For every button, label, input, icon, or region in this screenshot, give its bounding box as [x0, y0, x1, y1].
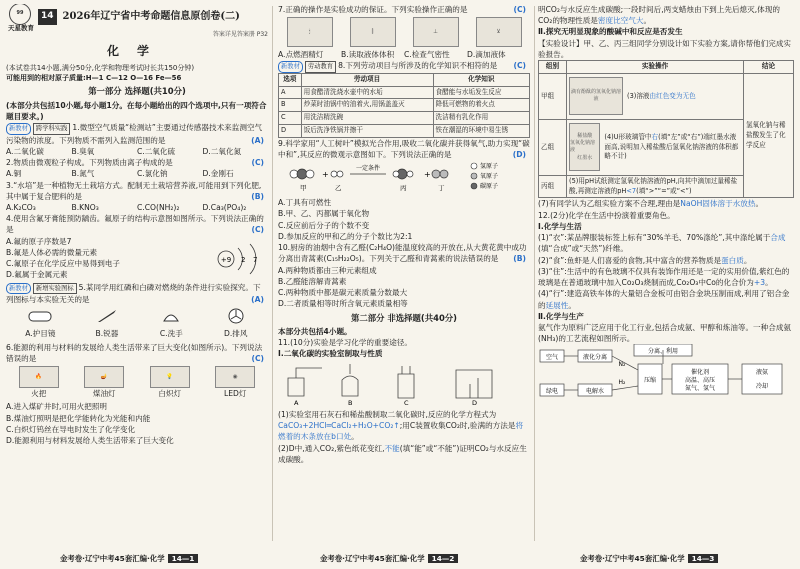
svg-text:C: C — [404, 398, 409, 406]
hand-wash-icon — [158, 307, 184, 325]
publisher-logo-icon: 99 — [9, 4, 31, 25]
column-3: 明CO₂与水反应生成碳酸;一段时间后,两支蜡烛由下到上先后熄灭,体现的CO₂的物理性质是密度比空气大。 Ⅱ.探究无明显现象的酸碱中和反应是否发生 【实验设计】甲、乙、丙三组同学分别设计如下实验方案,请你帮他们完成实验报告。 组别 实验操作 结论 甲组 滴有酚酞的氢氧化钠溶液 (3)溶液由红色变为无色 氢氧化钠与稀盐酸发生了化学反应 乙组 稀盐酸 氢氧化钠溶液 红墨水 (4)U形玻璃管中右(填“左”或“右”)端红墨水液面高,说明加入稀盐酸后氢氧化钠溶液的体积都略不计) 丙组 (5)用pH试纸测定氢氧化钠溶液的pH,向其中滴加过量稀盐酸,再测定溶液的pH<7(填“>”“=”或“<”) (7)有同学认为乙组实验方案不合理,理由是NaOH固体溶于水放热。 12.(2分)化学在生活中扮演着重要角色。 Ⅰ.化学与生活 (1)“衣”:某品牌服装标签上标有“30%羊毛、70%涤纶”,其中涤纶属于合成(填“合成”或“天然”)纤维。 (2)“食”:鱼虾是人们喜爱的食物,其中富含的营养物质是蛋白质。 (3)“住”:生活中的有色玻璃不仅具有装饰作用还是一定的实用价值,紫红色的玻璃是在普通玻璃中加入Co₂O₃烧制而成,Co₂O₃中Co的化合价为+3。 (4)“行”:建造高铁车体的大量铝合金板可由铝合金块压制而成,利用了铝合金的延展性。 Ⅱ.化学与生产 氨气作为原料广泛应用于化工行业,包括合成氨、甲醇和炼油等。一种合成氨(NH₃)的工艺流程如图所示。 空气 液化分离 分离、利用 N₂ H₂ 压缩 催化剂 高温、高压 氮气、氢气 液氨 冷却 绿电 电解水 — [538, 4, 794, 545]
question-10: 10.厨房的油烟中含有乙醛(C₂H₄O)能温度较高的开放在,从大黄花黄中成功分离出青蒿素(C₁₅H₂₂O₅)。下列关于乙醛和青蒿素的说法错误的是 (B) A.两种物质都由三种元素组成 B.乙醛能溶解青蒿素 C.两种物质中都是碳元素质量分数最大 D.二者质量相等时所含氧元素质量相等 — [278, 242, 530, 309]
category-tag: 跨学科实践 — [33, 123, 70, 134]
question-2: 2.物质由微观粒子构成。下列物质由离子构成的是 (C) A.铜 B.氮气 C.氯化钠 D.金刚石 — [6, 157, 268, 179]
lighting-images: 🔥 火把 🪔 煤油灯 💡 白炽灯 ◉ LED灯 — [6, 366, 268, 399]
question-8: 新教材 劳动教育 8.下列劳动项目与所涉及的化学知识不相符的是 (C) 选项 劳动项目 化学知识 A 用食醋清洗烧水壶中的水垢 食醋能与水垢发生反应 B 炒菜时油锅中的油着火,用锅盖盖灭 降低可燃物的着火点 C 用洗洁精洗碗 洗洁精有乳化作用 D 饭后洗净铁锅并擦干 铁在潮湿的环境中易生锈 — [278, 60, 530, 137]
svg-text:A: A — [294, 398, 299, 406]
safety-icons: A.护目镜 B.锐器 C.洗手 D.排风 — [6, 307, 268, 339]
ventilation-icon — [223, 307, 249, 325]
svg-text:N₂: N₂ — [618, 361, 626, 369]
answer-q1: (A) — [251, 135, 264, 145]
column-divider — [534, 6, 535, 541]
phenolphthalein-tube-image: 滴有酚酞的氢氧化钠溶液 — [569, 77, 623, 115]
svg-text:高温、高压: 高温、高压 — [684, 377, 716, 385]
u-tube-apparatus-image: 稀盐酸 氢氧化钠溶液 红墨水 — [569, 123, 600, 171]
sharp-object-icon — [94, 307, 120, 325]
exam-header — [6, 4, 268, 30]
table-row: B 炒菜时油锅中的油着火,用锅盖盖灭 降低可燃物的着火点 — [279, 99, 530, 112]
column-divider — [272, 6, 273, 541]
co2-apparatus-diagram — [278, 360, 528, 406]
footer-page-2: 金考卷·辽宁中考45套汇编·化学 14—2 — [320, 551, 461, 565]
svg-text:绿电: 绿电 — [545, 388, 559, 396]
subject-title: 化学 — [106, 43, 167, 58]
neutralization-table: 组别 实验操作 结论 甲组 滴有酚酞的氢氧化钠溶液 (3)溶液由红色变为无色 氢氧化钠与稀盐酸发生了化学反应 乙组 稀盐酸 氢氧化钠溶液 红墨水 (4)U形玻璃管中右(填“左”或“右”)端红墨水液面高,说明加入稀盐酸后氢氧化钠溶液的体积都略不计) 丙组 (5)用pH试纸测定氢氧化钠溶液的pH,向其中滴加过量稀盐酸,再测定溶液的pH<7(填“>”“=”或“<”) — [538, 60, 794, 198]
svg-text:+: + — [322, 170, 329, 179]
answer-reference: 答案详见答案册 P32 — [212, 31, 268, 38]
svg-text:氧原子: 氧原子 — [480, 173, 499, 180]
svg-text:冷却: 冷却 — [755, 383, 769, 391]
svg-text:丁: 丁 — [438, 184, 445, 192]
question-6: 6.能源的利用与材料的发展给人类生活带来了巨大变化(如图所示)。下列说法错误的是 (C) 🔥 火把 🪔 煤油灯 💡 白炽灯 ◉ LED灯 A.进入煤矿井时,可用火把照明 B.煤油灯照明是把化学能转化为光能和内能 C.白炽灯钨丝在导电时发生了化学变化 D.能源利用与材料发展给人类生活带来了巨大变化 — [6, 342, 268, 447]
atomic-mass-line: 可能用到的相对原子质量:H—1 C—12 O—16 Fe—56 — [6, 73, 182, 82]
reaction-micro-diagram — [278, 160, 528, 194]
answer-q8: (C) — [513, 61, 526, 71]
svg-text:液氨: 液氨 — [755, 369, 769, 377]
part1-desc: (本部分共包括10小题,每小题1分。在每小题给出的四个选项中,只有一项符合题目要求。) — [6, 100, 267, 122]
question-7: 7.正确的操作是实验成功的保证。下列实验操作正确的是 (C) 🕯 ⫿ ⊥ ⊻ A.点燃酒精灯 B.读取液体体积 C.检查气密性 D.滴加液体 — [278, 4, 530, 60]
paper-number: 14 — [38, 9, 57, 24]
brand-name: 天星教育 — [8, 23, 34, 32]
labor-table: 选项 劳动项目 化学知识 A 用食醋清洗烧水壶中的水垢 食醋能与水垢发生反应 B 炒菜时油锅中的油着火,用锅盖盖灭 降低可燃物的着火点 C 用洗洁精洗碗 洗洁精有乳化作用 D 饭后洗净铁锅并擦干 铁在潮湿的环境中易生锈 — [278, 73, 530, 138]
table-row: 甲组 滴有酚酞的氢氧化钠溶液 (3)溶液由红色变为无色 氢氧化钠与稀盐酸发生了化学反应 — [539, 73, 794, 119]
svg-text:电解水: 电解水 — [585, 388, 605, 396]
answer-q7: (C) — [513, 5, 526, 14]
table-row: 乙组 稀盐酸 氢氧化钠溶液 红墨水 (4)U形玻璃管中右(填“左”或“右”)端红墨水液面高,说明加入稀盐酸后氢氧化钠溶液的体积都略不计) — [539, 119, 794, 175]
svg-text:碳原子: 碳原子 — [480, 183, 499, 190]
svg-text:+: + — [424, 170, 431, 179]
incandescent-lamp-image: 💡 — [150, 366, 190, 388]
answer-q10: (B) — [513, 254, 526, 264]
exam-intro: (本试卷共14小题,满分50分,化学和物理考试时长共150分钟) — [6, 63, 195, 72]
column-1 — [6, 4, 268, 545]
question-1: 新教材 跨学科实践 1.微型空气质量“检测站”主要通过传感器技术来监测空气污染物的浓度。下列物质不需列入监测范围的是 (A) A.二氧化碳 B.臭氧 C.二氧化硫 D.二氧化氮 — [6, 122, 268, 157]
answer-q6: (C) — [251, 353, 264, 363]
ammonia-flow-diagram — [538, 344, 792, 406]
airtightness-check-image: ⊥ — [413, 17, 459, 47]
answer-q4: (C) — [251, 225, 264, 235]
svg-text:丙: 丙 — [400, 184, 407, 192]
kerosene-lamp-image: 🪔 — [84, 366, 124, 388]
svg-text:氢原子: 氢原子 — [480, 163, 499, 170]
answer-q3: (B) — [251, 191, 264, 201]
svg-text:压缩: 压缩 — [643, 377, 657, 385]
table-row: D 饭后洗净铁锅并擦干 铁在潮湿的环境中易生锈 — [279, 124, 530, 137]
question-11: 11.(10分)实验是学习化学的重要途径。 Ⅰ.二氧化碳的实验室制取与性质 A B C D (1)实验室用石灰石和稀盐酸制取二氧化碳时,反应的化学方程式为CaCO₃+2HCl═CaCl₂+H₂O+CO₂↑;用C装置收集CO₂时,验满的方法是将燃着的木条放在b口处。 (2)D中,通入CO₂,紫色纸花变红,不能(填“能”或“不能”)证明CO₂与水反应生成碳酸。 — [278, 338, 527, 464]
alcohol-lamp-image: 🕯 — [287, 17, 333, 47]
footer-page-3: 金考卷·辽宁中考45套汇编·化学 14—3 — [580, 551, 721, 565]
svg-text:2: 2 — [241, 255, 246, 264]
svg-text:空气: 空气 — [545, 354, 559, 362]
part2-title: 第二部分 非选择题(共40分) — [351, 312, 457, 323]
svg-text:+9: +9 — [220, 255, 232, 264]
goggles-icon — [27, 307, 53, 325]
new-textbook-badge: 新教材 — [6, 283, 31, 294]
question-3: 3.“水培”是一种植物无土栽培方式。配制无土栽培营养液,可能用到下列化肥,其中属于复合肥料的是 (B) A.K₂CO₃ B.KNO₃ C.CO(NH₂)₂ D.Ca₃(PO₄)₂ — [6, 180, 268, 214]
part1-title: 第一部分 选择题(共10分) — [88, 86, 186, 97]
svg-text:分离、利用: 分离、利用 — [647, 348, 679, 356]
dropper-image: ⊻ — [476, 17, 522, 47]
question-12: 12.(2分)化学在生活中扮演着重要角色。 Ⅰ.化学与生活 (1)“衣”:某品牌服装标签上标有“30%羊毛、70%涤纶”,其中涤纶属于合成(填“合成”或“天然”)纤维。 (2)“食”:鱼虾是人们喜爱的食物,其中富含的营养物质是蛋白质。 (3)“住”:生活中的有色玻璃不仅具有装饰作用还是一定的实用价值,紫红色的玻璃是在普通玻璃中加入Co₂O₃烧制而成,Co₂O₃中Co的化合价为+3。 (4)“行”:建造高铁车体的大量铝合金板可由铝合金块压制而成,利用了铝合金的延展性。 Ⅱ.化学与生产 氨气作为原料广泛应用于化工行业,包括合成氨、甲醇和炼油等。一种合成氨(NH₃)的工艺流程如图所示。 空气 液化分离 分离、利用 N₂ H₂ 压缩 催化剂 高温、高压 氮气、氢气 液氨 冷却 绿电 电解水 — [538, 210, 794, 410]
question-9: 9.科学家用“人工树叶”模拟光合作用,吸收二氧化碳并获得氧气,助力实现“碳中和”,其反应的微观示意图如下。下列说法正确的是 (D) + 一定条件 + 甲 乙 丙 丁 氢原子 氧原子 碳原子 A.丁具有可燃性 B.甲、乙、丙都属于氧化物 C.反应前后分子的个数不变 D.参加反应的甲和乙的分子个数比为2:1 — [278, 138, 530, 241]
footer-page-1: 金考卷·辽宁中考45套汇编·化学 14—1 — [60, 551, 201, 565]
answer-equation: CaCO₃+2HCl═CaCl₂+H₂O+CO₂↑ — [278, 421, 400, 431]
svg-text:催化剂: 催化剂 — [690, 369, 710, 377]
answer-q9: (D) — [512, 149, 526, 159]
svg-text:7: 7 — [253, 255, 258, 264]
lab-operation-images — [278, 17, 530, 47]
torch-image: 🔥 — [19, 366, 59, 388]
svg-text:D: D — [472, 398, 478, 406]
new-textbook-badge: 新教材 — [278, 61, 303, 72]
svg-text:一定条件: 一定条件 — [355, 165, 381, 172]
question-5: 新教材 新增实验图标 5.某同学用红磷和白磷对燃烧的条件进行实验探究。下列图标与本实验无关的是 (A) A.护目镜 B.锐器 C.洗手 D.排风 — [6, 282, 268, 340]
new-textbook-badge: 新教材 — [6, 123, 31, 134]
svg-text:甲: 甲 — [300, 184, 307, 192]
question-4: 4.使用含氟牙膏能预防龋齿。氟原子的结构示意图如图所示。下列说法正确的是 (C) A.氟的原子序数是7 B.氟是人体必需的微量元素 C.氟原子在化学反应中易得到电子 D.氟属于金属元素 +9 2 7 — [6, 213, 268, 281]
answer-q2: (C) — [251, 158, 264, 168]
svg-text:液化分离: 液化分离 — [582, 354, 608, 362]
table-row: C 用洗洁精洗碗 洗洁精有乳化作用 — [279, 112, 530, 125]
svg-text:氮气、氢气: 氮气、氢气 — [684, 385, 716, 393]
table-row: A 用食醋清洗烧水壶中的水垢 食醋能与水垢发生反应 — [279, 86, 530, 99]
options-q1: A.二氧化碳 B.臭氧 C.二氧化硫 D.二氧化氮 — [6, 146, 242, 156]
led-lamp-image: ◉ — [215, 366, 255, 388]
exam-title: 2026年辽宁省中考命题信息原创卷(二) — [62, 10, 240, 22]
fluorine-atom-diagram — [212, 236, 268, 282]
svg-text:B: B — [348, 398, 353, 406]
answer-q5: (A) — [251, 294, 264, 304]
svg-text:H₂: H₂ — [618, 379, 626, 387]
column-2: 7.正确的操作是实验成功的保证。下列实验操作正确的是 (C) 🕯 ⫿ ⊥ ⊻ A.点燃酒精灯 B.读取液体体积 C.检查气密性 D.滴加液体 新教材 劳动教育 8.下列劳动项目与所涉及的化学知识不相符的是 (C) 选项 劳动项目 化学知识 A 用食醋清洗烧水壶中的水垢 食醋能与水垢发生反应 B 炒菜时油锅中的油着火,用锅盖盖灭 降低可燃物的着火点 C 用洗洁精洗碗 洗洁精有乳化作用 D 饭后洗净铁锅并擦干 铁在潮湿的环境中易生锈 9.科学家用“人工树叶”模拟光合作用,吸收二氧化碳并获得氧气,助力实现“碳中和”,其反应的微观示意图如下。下列说法正确的是 (D) + 一定条件 + 甲 乙 丙 丁 氢原子 氧原子 碳原子 A.丁具有可燃性 B.甲、乙、丙都属于氧化物 C.反应前后分子的个数不变 D.参加反应的甲和乙的分子个数比为2:1 10.厨房的油烟中含有乙醛(C₂H₄O)能温度较高的开放在,从大黄花黄中成功分离出青蒿素(C₁₅H₂₂O₅)。下列关于乙醛和青蒿素的说法错误的是 (B) A.两种物质都由三种元素组成 B.乙醛能溶解青蒿素 C.两种物质中都是碳元素质量分数最大 D.二者质量相等时所含氧元素质量相等 第二部分 非选择题(共40分) 本部分共包括4小题。 11.(10分)实验是学习化学的重要途径。 Ⅰ.二氧化碳的实验室制取与性质 A B C D (1)实验室用石灰石和稀盐酸制取二氧化碳时,反应的化学方程式为CaCO₃+2HCl═CaCl₂+H₂O+CO₂↑;用C装置收集CO₂时,验满的方法是将燃着的木条放在b口处。 (2)D中,通入CO₂,紫色纸花变红,不能(填“能”或“不能”)证明CO₂与水反应生成碳酸。 — [278, 5, 530, 464]
table-row: 丙组 (5)用pH试纸测定氢氧化钠溶液的pH,向其中滴加过量稀盐酸,再测定溶液的pH<7(填“>”“=”或“<”) — [539, 175, 794, 198]
svg-text:乙: 乙 — [335, 184, 342, 192]
graduated-cylinder-image: ⫿ — [350, 17, 396, 47]
